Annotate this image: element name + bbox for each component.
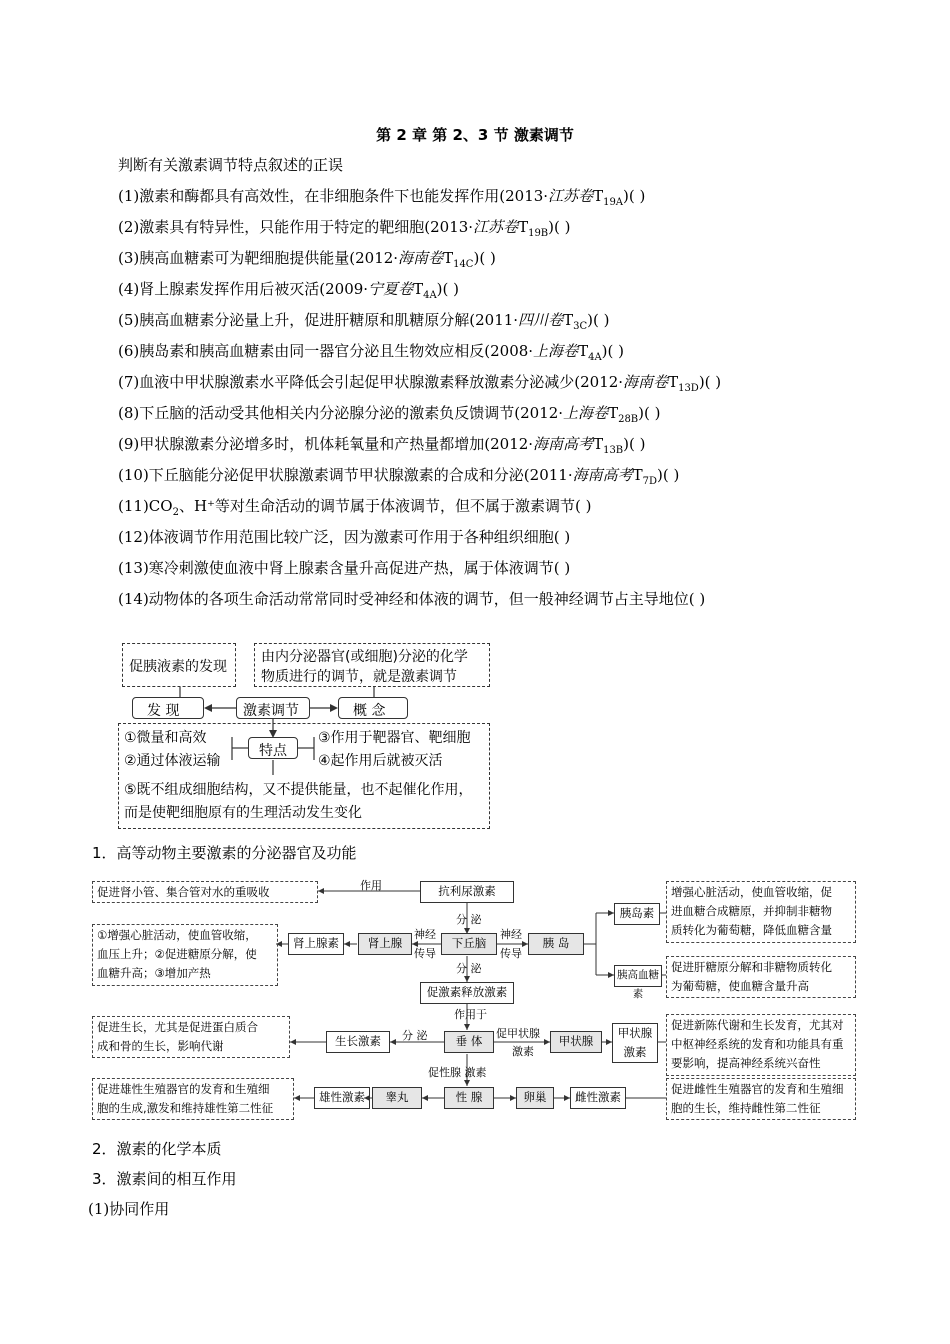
features-label: 特点 bbox=[259, 743, 287, 759]
hypothalamus-box: 下丘脑 bbox=[441, 933, 497, 955]
estrogen-box: 雌性激素 bbox=[570, 1087, 626, 1109]
question-answer-slot: )( ) bbox=[623, 187, 646, 205]
function-line: 促进生长，尤其是促进蛋白质合 bbox=[97, 1020, 258, 1034]
question-text: (1)激素和酶都具有高效性，在非细胞条件下也能发挥作用(2013· bbox=[118, 187, 549, 205]
question-answer-slot: 、H⁺等对生命活动的调节属于体液调节，但不属于激素调节( ) bbox=[178, 497, 592, 515]
question-answer-slot: )( ) bbox=[548, 218, 571, 236]
male-function-box bbox=[92, 1078, 294, 1120]
tsh-label: 激素 bbox=[512, 1045, 534, 1058]
conduct-label: 传导 bbox=[500, 947, 522, 960]
question-source: 上海卷 bbox=[563, 404, 609, 422]
function-line: 成和骨的生长，影响代谢 bbox=[97, 1039, 224, 1053]
gh-box: 生长激素 bbox=[326, 1031, 390, 1053]
question-subscript: 14C bbox=[453, 259, 474, 270]
question-item-no: T bbox=[632, 466, 643, 484]
question-source: 四川卷 bbox=[518, 311, 564, 329]
question-source: 海南高考 bbox=[572, 466, 633, 484]
adrenaline-function-box bbox=[92, 924, 278, 986]
pancreas-box: 胰 岛 bbox=[528, 933, 584, 955]
nerve-label: 神经 bbox=[414, 928, 436, 941]
acts-label: 作用 bbox=[360, 879, 382, 892]
question-text: (12)体液调节作用范围比较广泛，因为激素可作用于各种组织细胞( ) bbox=[118, 528, 571, 546]
adrenal-box: 肾上腺 bbox=[358, 933, 412, 955]
page-title: 第 2 章 第 2、3 节 激素调节 bbox=[376, 126, 574, 144]
section-3-heading: 3．激素间的相互作用 bbox=[92, 1170, 237, 1188]
acts-on-label: 作用于 bbox=[454, 1008, 487, 1021]
question-text: (8)下丘脑的活动受其他相关内分泌腺分泌的激素负反馈调节(2012· bbox=[118, 404, 564, 422]
function-line: 要影响，提高神经系统兴奋性 bbox=[671, 1056, 821, 1070]
question-subscript: 3C bbox=[573, 321, 588, 332]
question-answer-slot: )( ) bbox=[587, 311, 610, 329]
question-source: 江苏卷 bbox=[548, 187, 594, 205]
secrete-label: 分 泌 bbox=[402, 1029, 428, 1042]
function-line: 进血糖合成糖原，并抑制非糖物 bbox=[671, 904, 832, 918]
question-text: (4)肾上腺素发挥作用后被灭活(2009· bbox=[118, 280, 369, 298]
function-line: 促进雌性生殖器官的发育和生殖细 bbox=[671, 1082, 844, 1096]
question-subscript: 13D bbox=[678, 383, 699, 394]
feature-5-cont: 而是使靶细胞原有的生理活动发生变化 bbox=[124, 805, 362, 821]
insulin-box: 胰岛素 bbox=[614, 903, 660, 925]
gh-function-box bbox=[92, 1016, 290, 1058]
gonadotropin-label: 促性腺 激素 bbox=[428, 1066, 487, 1079]
feature-2: ②通过体液运输 bbox=[124, 753, 221, 769]
testis-box: 睾丸 bbox=[372, 1087, 422, 1109]
function-line: 增强心脏活动，使血管收缩，促 bbox=[671, 885, 832, 899]
question-text: (14)动物体的各项生命活动常常同时受神经和体液的调节，但一般神经调节占主导地位( ) bbox=[118, 590, 706, 608]
question-answer-slot: )( ) bbox=[623, 435, 646, 453]
question-subscript: 4A bbox=[588, 352, 602, 363]
function-line: 血糖升高；③增加产热 bbox=[97, 966, 211, 980]
section-1-heading: 1．高等动物主要激素的分泌器官及功能 bbox=[92, 844, 357, 862]
question-answer-slot: )( ) bbox=[473, 249, 496, 267]
function-line: 促进新陈代谢和生长发育，尤其对 bbox=[671, 1018, 844, 1032]
function-line: ①增强心脏活动，使血管收缩， bbox=[97, 928, 257, 942]
glucagon-box: 胰高血糖素 bbox=[614, 965, 662, 987]
function-line: 质转化为葡萄糖，降低血糖含量 bbox=[671, 923, 832, 937]
question-text: (7)血液中甲状腺激素水平降低会引起促甲状腺激素释放激素分泌减少(2012· bbox=[118, 373, 624, 391]
thyroxine-box bbox=[612, 1023, 658, 1063]
adrenaline-box: 肾上腺素 bbox=[288, 933, 344, 955]
adh-box: 抗利尿激素 bbox=[420, 881, 514, 903]
question-source: 上海卷 bbox=[533, 342, 579, 360]
center-label: 激素调节 bbox=[243, 703, 299, 719]
question-item-no: T bbox=[413, 280, 424, 298]
tsh-label: 促甲状腺 bbox=[496, 1027, 540, 1040]
discovery-label: 发 现 bbox=[147, 703, 180, 719]
definition-note-line: 物质进行的调节，就是激素调节 bbox=[261, 669, 457, 685]
releasing-hormone-box: 促激素释放激素 bbox=[420, 982, 514, 1004]
feature-4: ④起作用后就被灭活 bbox=[318, 753, 443, 769]
function-line: 胞的生成,激发和维持雄性第二性征 bbox=[97, 1101, 274, 1115]
thyroxine-line: 甲状腺 bbox=[617, 1026, 653, 1040]
section-2-heading: 2．激素的化学本质 bbox=[92, 1140, 222, 1158]
question-source: 海南高考 bbox=[533, 435, 594, 453]
question-source: 海南卷 bbox=[623, 373, 669, 391]
question-item-no: T bbox=[593, 187, 604, 205]
adh-function-box: 促进肾小管、集合管对水的重吸收 bbox=[92, 881, 318, 903]
discovery-note: 促胰液素的发现 bbox=[129, 659, 227, 675]
nerve-label: 神经 bbox=[500, 928, 522, 941]
section-3-1-heading: (1)协同作用 bbox=[88, 1200, 170, 1218]
function-line: 促进肝糖原分解和非糖物质转化 bbox=[671, 960, 832, 974]
question-source: 海南卷 bbox=[398, 249, 444, 267]
feature-5: ⑤既不组成细胞结构，又不提供能量，也不起催化作用， bbox=[124, 782, 473, 798]
question-answer-slot: )( ) bbox=[698, 373, 722, 391]
question-text: (13)寒冷刺激使血液中肾上腺素含量升高促进产热，属于体液调节( ) bbox=[118, 559, 571, 577]
thyroxine-line: 激素 bbox=[623, 1045, 647, 1059]
conduct-label: 传导 bbox=[414, 947, 436, 960]
question-text: (9)甲状腺激素分泌增多时，机体耗氧量和产热量都增加(2012· bbox=[118, 435, 534, 453]
definition-note-line: 由内分泌器官(或细胞)分泌的化学 bbox=[261, 649, 468, 665]
question-item-no: T bbox=[608, 404, 619, 422]
female-function-box bbox=[666, 1078, 856, 1120]
question-subscript: 7D bbox=[642, 476, 658, 487]
question-answer-slot: )( ) bbox=[638, 404, 661, 422]
question-text: (2)激素具有特异性，只能作用于特定的靶细胞(2013· bbox=[118, 218, 474, 236]
question-subscript: 2 bbox=[172, 507, 179, 518]
question-item-no: T bbox=[443, 249, 454, 267]
function-line: 血压上升；②促进糖原分解，使 bbox=[97, 947, 257, 961]
question-source: 江苏卷 bbox=[473, 218, 519, 236]
question-answer-slot: )( ) bbox=[436, 280, 459, 298]
question-subscript: 19A bbox=[603, 197, 624, 208]
secrete-label: 分 泌 bbox=[456, 913, 482, 926]
question-item-no: T bbox=[578, 342, 589, 360]
function-line: 为葡萄糖，使血糖含量升高 bbox=[671, 979, 809, 993]
question-item-no: T bbox=[668, 373, 679, 391]
insulin-function-box bbox=[666, 881, 856, 943]
question-answer-slot: )( ) bbox=[657, 466, 680, 484]
glucagon-function-box bbox=[666, 956, 856, 998]
question-text: (10)下丘脑能分泌促甲状腺激素调节甲状腺激素的合成和分泌(2011· bbox=[118, 466, 573, 484]
androgen-box: 雄性激素 bbox=[314, 1087, 370, 1109]
function-line: 胞的生长，维持雌性第二性征 bbox=[671, 1101, 821, 1115]
question-subscript: 13B bbox=[603, 445, 624, 456]
question-answer-slot: )( ) bbox=[601, 342, 624, 360]
function-line: 中枢神经系统的发育和功能具有重 bbox=[671, 1037, 844, 1051]
concept-label: 概 念 bbox=[353, 703, 386, 719]
question-subscript: 19B bbox=[528, 228, 549, 239]
feature-1: ①微量和高效 bbox=[124, 730, 207, 746]
question-subscript: 28B bbox=[618, 414, 639, 425]
thyroxine-function-box bbox=[666, 1014, 856, 1076]
question-text: (3)胰高血糖素可为靶细胞提供能量(2012· bbox=[118, 249, 399, 267]
question-text: (6)胰岛素和胰高血糖素由同一器官分泌且生物效应相反(2008· bbox=[118, 342, 534, 360]
feature-3: ③作用于靶器官、靶细胞 bbox=[318, 730, 471, 746]
secrete-label: 分 泌 bbox=[456, 962, 482, 975]
question-subscript: 4A bbox=[423, 290, 437, 301]
question-text: (11)CO bbox=[118, 497, 173, 515]
function-line: 促进雄性生殖器官的发育和生殖细 bbox=[97, 1082, 270, 1096]
gonad-box: 性 腺 bbox=[444, 1087, 494, 1109]
ovary-box: 卵巢 bbox=[516, 1087, 554, 1109]
thyroid-box: 甲状腺 bbox=[550, 1031, 602, 1053]
question-text: (5)胰高血糖素分泌量上升，促进肝糖原和肌糖原分解(2011· bbox=[118, 311, 519, 329]
intro-text: 判断有关激素调节特点叙述的正误 bbox=[118, 156, 344, 174]
pituitary-box: 垂 体 bbox=[444, 1031, 494, 1053]
question-item-no: T bbox=[563, 311, 574, 329]
question-item-no: T bbox=[593, 435, 604, 453]
question-source: 宁夏卷 bbox=[368, 280, 414, 298]
question-item-no: T bbox=[518, 218, 529, 236]
